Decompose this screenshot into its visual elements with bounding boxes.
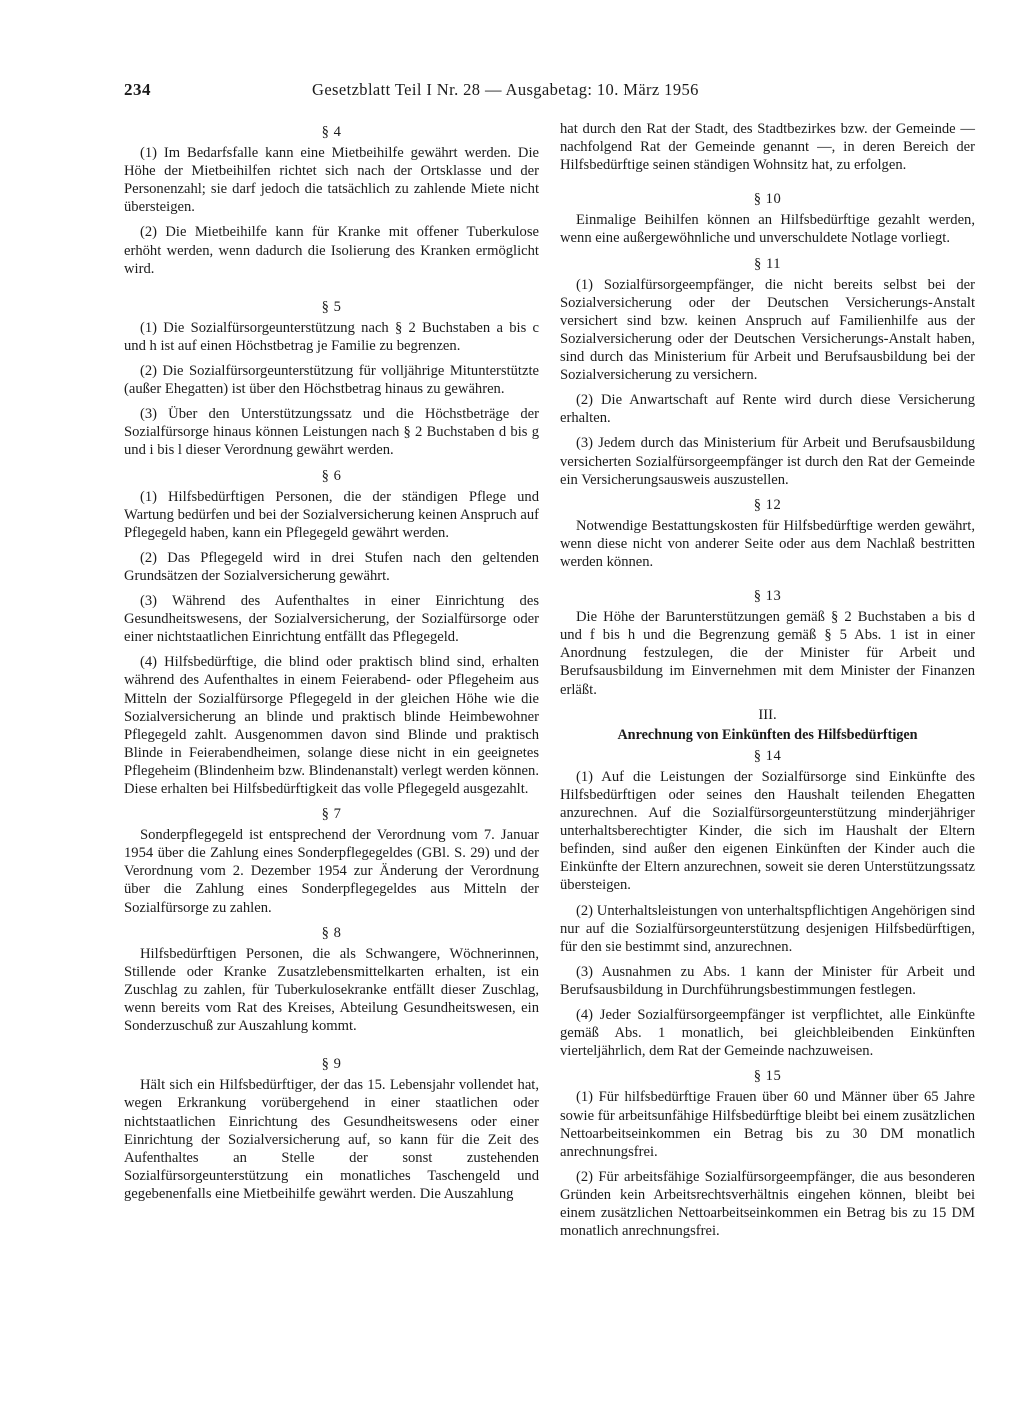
running-head: Gesetzblatt Teil I Nr. 28 — Ausgabetag: 10. März 1956	[312, 80, 699, 99]
page-number: 234	[124, 80, 151, 99]
left-column	[124, 120, 539, 1210]
page-header	[124, 80, 970, 110]
section-heading-8: § 8	[321, 924, 342, 941]
section-heading-4: § 4	[321, 124, 342, 140]
paragraph: (2) Das Pflegegeld wird in drei Stufen nach den geltenden Grundsätzen der Sozialversicherung gewährt.	[124, 549, 539, 584]
paragraph: (1) Auf die Leistungen der Sozialfürsorge sind Einkünfte des Hilfsbedürftigen oder seines den Haushalt teilenden Ehegatten anzurechnen. Auf die Sozialfürsorgeunterstützung minderjähriger unterhaltsberechtigter Kinder, die sich im Haushalt der Eltern befinden, sind außer den eigenen Einkünften der Kinder auch die Einkünfte der Eltern anzurechnen, soweit sie deren Unterstützungssatz übersteigen.	[560, 768, 975, 894]
paragraph: (1) Hilfsbedürftigen Personen, die der ständigen Pflege und Wartung bedürfen und bei der Sozialversicherung keinen Anspruch auf Pflegegeld haben, kann ein Pflegegeld gewährt werden.	[124, 488, 539, 541]
paragraph: (2) Die Anwartschaft auf Rente wird durch diese Versicherung erhalten.	[560, 392, 975, 427]
section-heading-12: § 12	[753, 496, 782, 513]
section-heading-14: § 14	[753, 747, 782, 764]
paragraph: (3) Jedem durch das Ministerium für Arbeit und Berufsausbildung versicherten Sozialfürsorgeempfänger ist durch den Rat der Gemeinde ein Versicherungsausweis auszustellen.	[560, 435, 975, 488]
paragraph: Notwendige Bestattungskosten für Hilfsbedürftige werden gewährt, wenn diese nicht von anderer Seite oder aus dem Nachlaß bestritten werden können.	[560, 517, 975, 570]
chapter-number: III.	[758, 706, 777, 723]
section-heading-11: § 11	[754, 255, 781, 272]
right-column	[560, 120, 975, 1247]
paragraph: Sonderpflegegeld ist entsprechend der Verordnung vom 7. Januar 1954 über die Zahlung eines Sonderpflegegeldes (GBl. S. 29) und der Verordnung vom 2. Dezember 1954 zur Änderung der Verordnung über die Zahlung eines Sonderpflegegeldes aus Mitteln der Sozialfürsorge zu zahlen.	[124, 827, 539, 916]
paragraph: Hält sich ein Hilfsbedürftiger, der das 15. Lebensjahr vollendet hat, wegen Erkrankung vorübergehend in einer staatlichen oder nichtstaatlichen Einrichtung des Gesundheitswesens oder einer Einrichtung der Sozialversicherung auf, so kann für die Zeit des Aufenthaltes an Stelle der sonst zustehenden Sozialfürsorgeunterstützung ein monatliches Taschengeld und gegebenenfalls eine Mietbeihilfe gewährt werden. Die Auszahlung	[124, 1077, 539, 1202]
paragraph: (2) Für arbeitsfähige Sozialfürsorgeempfänger, die aus besonderen Gründen kein Arbeitsrechtsverhältnis eingehen können, bleibt bei einem zusätzlichen Nettoarbeitseinkommen ein Betrag bis zu 15 DM monatlich anrechnungsfrei.	[560, 1168, 975, 1240]
section-heading-10: § 10	[753, 191, 782, 208]
section-heading-5: § 5	[321, 298, 342, 315]
paragraph-continuation: hat durch den Rat der Stadt, des Stadtbezirkes bzw. der Gemeinde — nachfolgend Rat der Gemeinde genannt —, in deren Bereich der Hilfsbedürftige seinen ständigen Wohnsitz hat, zu erfolgen.	[560, 121, 975, 174]
paragraph: (1) Für hilfsbedürftige Frauen über 60 und Männer über 65 Jahre sowie für arbeitsunfähige Hilfsbedürftige bleibt bei einem zusätzlichen Nettoarbeitseinkommen ein Betrag bis zu 30 DM monatlich anrechnungsfrei.	[560, 1089, 975, 1160]
paragraph: (4) Hilfsbedürftige, die blind oder praktisch blind sind, erhalten während des Aufenthaltes in einem Feierabend- oder Pflegeheim aus Mitteln der Sozialfürsorge Pflegegeld in der gleichen Höhe wie die Sozialversicherung an blinde und praktisch blinde Heimbewohner Pflegegeld zahlt. Ausgenommen davon sind Blinde und praktisch Blinde in Feierabendheimen, solange diese nicht in ein geeignetes Pflegeheim (Blindenheim bzw. Blindenanstalt) verlegt werden können. Diese erhalten bei Hilfsbedürftigkeit das volle Pflegegeld ausgezahlt.	[124, 654, 539, 797]
paragraph: (2) Die Sozialfürsorgeunterstützung für volljährige Mitunterstützte (außer Ehegatten) ist über den Höchstbetrag hinaus zu gewähren.	[124, 363, 539, 398]
section-heading-13: § 13	[753, 588, 782, 605]
paragraph: (2) Unterhaltsleistungen von unterhaltspflichtigen Angehörigen sind nur auf die Sozialfürsorgeunterstützung desjenigen Hilfsbedürftigen, für den sie bestimmt sind, anzurechnen.	[560, 902, 975, 955]
paragraph: (1) Sozialfürsorgeempfänger, die nicht bereits selbst bei der Sozialversicherung oder der Deutschen Versicherungs-Anstalt versichert sind bzw. keinen Anspruch auf Familienhilfe aus der Sozialversicherung oder der Deutschen Versicherungs-Anstalt haben, sind durch das Ministerium für Arbeit und Berufsausbildung bei der Sozialversicherung zu versichern.	[560, 276, 975, 384]
paragraph: (3) Während des Aufenthaltes in einer Einrichtung des Gesundheitswesens, der Sozialversicherung, der Sozialfürsorge oder einer nichtstaatlichen Einrichtung entfällt das Pflegegeld.	[124, 593, 539, 646]
paragraph: Die Höhe der Barunterstützungen gemäß § 2 Buchstaben a bis d und f bis h und die Begrenzung gemäß § 5 Abs. 1 ist in einer Anordnung festzulegen, die der Minister für Arbeit und Berufsausbildung im Einvernehmen mit dem Minister der Finanzen erläßt.	[560, 609, 975, 698]
paragraph: (1) Im Bedarfsfalle kann eine Mietbeihilfe gewährt werden. Die Höhe der Mietbeihilfen richtet sich nach der Ortsklasse und der Personenzahl; sie darf jedoch die tatsächlich zu zahlende Miete nicht übersteigen.	[124, 145, 539, 216]
paragraph: (1) Die Sozialfürsorgeunterstützung nach § 2 Buchstaben a bis c und h ist auf einen Höchstbetrag je Familie zu begrenzen.	[124, 319, 539, 354]
section-heading-6: § 6	[321, 467, 342, 484]
section-heading-7: § 7	[321, 806, 342, 823]
paragraph: Einmalige Beihilfen können an Hilfsbedürftige gezahlt werden, wenn eine außergewöhnliche und unverschuldete Notlage vorliegt.	[560, 212, 975, 247]
paragraph: (2) Die Mietbeihilfe kann für Kranke mit offener Tuberkulose erhöht werden, wenn dadurch die Isolierung des Kranken ermöglicht wird.	[124, 224, 539, 277]
paragraph: (4) Jeder Sozialfürsorgeempfänger ist verpflichtet, alle Einkünfte gemäß Abs. 1 monatlich, bei gleichbleibenden Einkünften vierteljährlich, dem Rat der Gemeinde nachzuweisen.	[560, 1007, 975, 1060]
paragraph: (3) Über den Unterstützungssatz und die Höchstbeträge der Sozialfürsorge hinaus können Leistungen nach § 2 Buchstaben d bis g und i bis l dieser Verordnung gewährt werden.	[124, 406, 539, 459]
section-heading-15: § 15	[753, 1068, 782, 1085]
paragraph: (3) Ausnahmen zu Abs. 1 kann der Minister für Arbeit und Berufsausbildung in Durchführungsbestimmungen festlegen.	[560, 963, 975, 998]
paragraph: Hilfsbedürftigen Personen, die als Schwangere, Wöchnerinnen, Stillende oder Kranke Zusatzlebensmittelkarten erhalten, ist ein Zuschlag zu zahlen, für Tuberkulosekranke entfällt dieser Zuschlag, wenn bereits vom Rat des Kreises, Abteilung Gesundheitswesen, ein Sonderzuschuß zur Auszahlung kommt.	[124, 945, 539, 1035]
section-heading-9: § 9	[321, 1056, 342, 1073]
chapter-title: Anrechnung von Einkünften des Hilfsbedürftigen	[617, 726, 918, 743]
